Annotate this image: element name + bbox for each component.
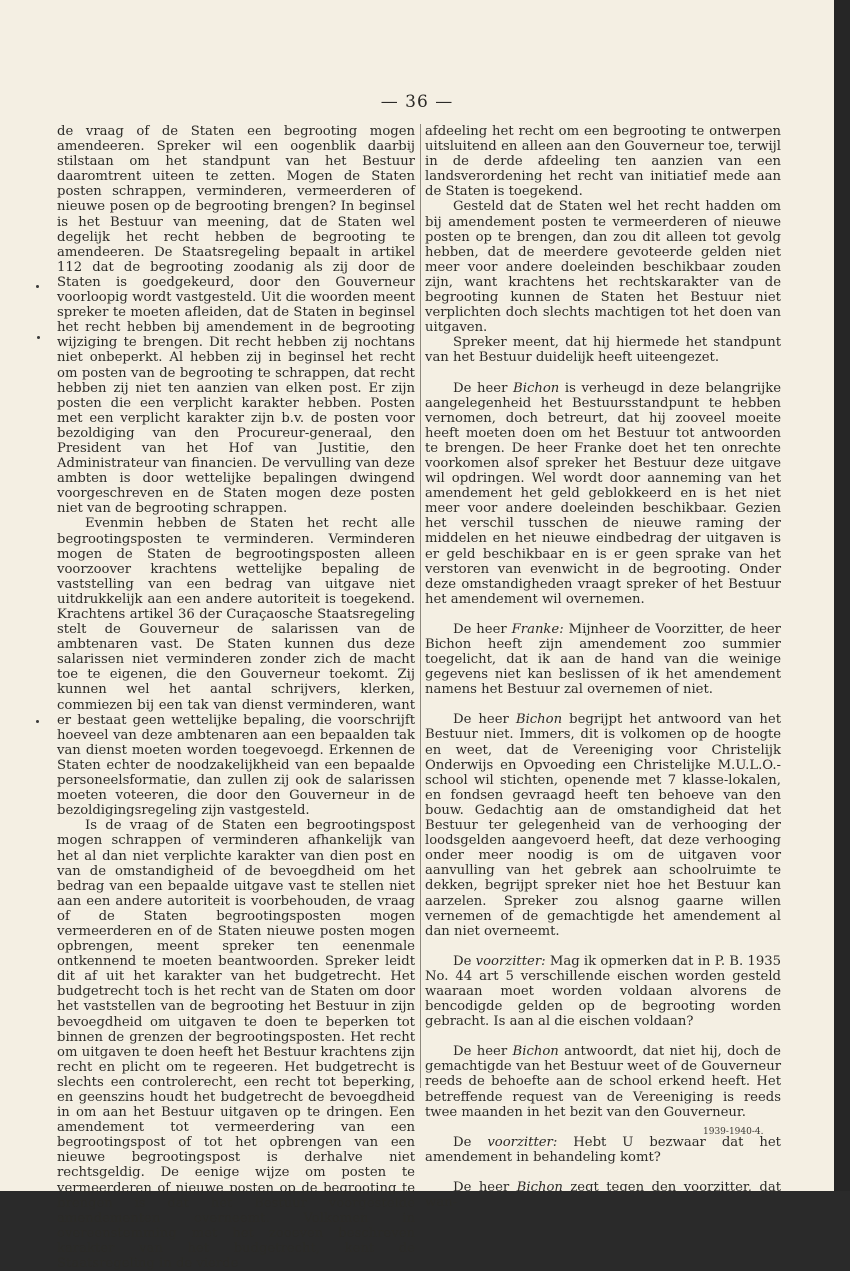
speaker-name: voorzitter: (475, 953, 546, 969)
page-number: — 36 — (380, 92, 454, 112)
speaker-name: voorzitter: (487, 1134, 558, 1150)
paragraph-text: zegt tegen den voorzitter, dat wan- (425, 1179, 781, 1210)
speaker-prefix: De heer (453, 1179, 517, 1195)
paragraph-text: Mijnheer de Voorzitter, de heer Bichon heeft zijn amendement zoo summier toegelicht, dat ik aan de hand van die weinige gegevens niet kan beslissen of ik het amendement namens het Bestuur zal overnemen of niet. (425, 621, 781, 698)
speaker-paragraph (425, 622, 781, 697)
paragraph-text: Hebt U bezwaar dat het amendement in behandeling komt? (425, 1134, 781, 1165)
speaker-name: Bichon (513, 380, 560, 396)
speaker-name: Bichon (516, 1179, 563, 1195)
speaker-prefix: De heer (453, 1044, 513, 1060)
paragraph-text: begrijpt het antwoord van het Bestuur niet. Immers, dit is volkomen op de hoogte en weet, dat de Vereeniging voor Christelijk Onderwijs en Opvoeding een Christelijke M.U.L.O.-school wil stichten, openende met 7 klasse-lokalen, en fondsen gevraagd heeft ten behoeve van den bouw. Gedachtig aan de omstandigheid dat het Bestuur ter gelegenheid van de verhooging der loodsgelden aangevoerd heeft, dat deze verhooging onder meer noodig is om de uitgaven voor aanvulling van het gebrek aan schoolruimte te dekken, begrijpt spreker niet hoe het Bestuur kan aarzelen. Spreker zou alsnog gaarne willen vernemen of de gemachtigde het amendement al dan niet overneemt. (425, 712, 781, 939)
paragraph-text: antwoordt, dat niet hij, doch de gemachtigde van het Bestuur weet of de Gouverneur reeds de behoefte aan de school erkend heeft. Het betreffende request van de Vereeniging is reeds twee maanden in het bezit van den Gouverneur. (425, 1044, 781, 1120)
speaker-prefix: De (453, 1134, 488, 1150)
footer-code: 1939-1940-4. (703, 1127, 764, 1137)
speaker-paragraph (425, 381, 781, 607)
column-divider (420, 124, 421, 1088)
speaker-name: Bichon (512, 1044, 559, 1060)
speaker-name: Franke: (511, 621, 564, 637)
paragraph (425, 335, 781, 365)
paragraph-text: Mag ik opmerken dat in P. B. 1935 No. 44 art 5 verschillende eischen worden gesteld waaraan moet worden voldaan alvorens de bencodigde gelden op de begrooting worden gebracht. Is aan al die eischen voldaan? (425, 953, 781, 1030)
speaker-paragraph (425, 1044, 781, 1119)
paragraph (425, 199, 781, 335)
paragraph: Is de vraag of de Staten een begrootingspost mogen schrappen of verminderen afhankelijk van het al dan niet verplichte karakter van dien post en van de omstandigheid of de bevoegdheid om het bedrag van een bepaalde uitgave vast te stellen niet aan een andere autoriteit is voorbehouden, de vraag of de Staten begrootingsposten mogen vermeerderen en of de Staten nieuwe posten mogen opbrengen, meent spreker ten eenenmale ontkennend te moeten beantwoorden. Spreker leidt dit af uit het karakter van het budgetrecht. Het budgetrecht toch is het recht van de Staten om door het vaststellen van de begrooting het Bestuur in zijn bevoegdheid om uitgaven te doen te beperken tot binnen de grenzen der begrootingsposten. Het recht om uitgaven te doen heeft het Bestuur krachtens zijn recht en plicht om te regeeren. Het budgetrecht is slechts een controlerecht, een recht tot beperking, en geenszins houdt het budgetrecht de bevoegdheid in om aan het Bestuur uitgaven op te dringen. Een amendement tot vermeerdering van een begrootingspost of tot het opbrengen van een nieuwe begrootingspost is derhalve niet rechtsgeldig. De eenige wijze om posten te vermeerderen of nieuwe posten op de begrooting te brengen is dat het Bestuur voorgestelde amendementen overneemt. Volkomen in overeenstemming met het zooeven beschreven karakter van het budgetrecht, kent de Staatsregeling in de vierde (57, 818, 415, 1271)
margin-mark (36, 285, 39, 288)
paragraph-text: Gesteld dat de Staten wel het recht hadden om bij amendement posten te vermeerderen of nieuwe posten op te brengen, dan zou dit alleen tot gevolg hebben, dat de meerdere gevoteerde gelden niet meer voor andere doeleinden beschikbaar zouden zijn, want krachtens het rechtskarakter van de begrooting kunnen de Staten het Bestuur niet verplichten doch slechts machtigen tot het doen van uitgaven. (425, 199, 781, 336)
paragraph: de vraag of de Staten een begrooting mogen amendeeren. Spreker wil een oogenblik daarbij stilstaan om het standpunt van het Bestuur daaromtrent uiteen te zetten. Mogen de Staten posten schrappen, verminderen, vermeerderen of nieuwe posen op de begrooting brengen? In beginsel is het Bestuur van meening, dat de Staten wel degelijk het recht hebben de begrooting te amendeeren. De Staatsregeling bepaalt in artikel 112 dat de begrooting zoodanig als zij door de Staten is goedgekeurd, door den Gouverneur voorloopig wordt vastgesteld. Uit die woorden meent spreker te moeten afleiden, dat de Staten in beginsel het recht hebben bij amendement in de begrooting wijziging te brengen. Dit recht hebben zij nochtans niet onbeperkt. Al hebben zij in beginsel het recht om posten van de begrooting te schrappen, dat recht hebben zij niet ten aanzien van elken post. Er zijn posten die een verplicht karakter hebben. Posten met een verplicht karakter zijn b.v. de posten voor bezoldiging van den Procureur-generaal, den President van het Hof van Justitie, den Administrateur van financien. De vervulling van deze ambten is door wettelijke bepalingen dwingend voorgeschreven en de Staten mogen deze posten niet van de begrooting schrappen. (57, 124, 415, 517)
paragraph-text: is verheugd in deze belangrijke aangelegenheid het Bestuursstandpunt te hebben vernomen, doch betreurt, dat hij zooveel moeite heeft moeten doen om het Bestuur tot antwoorden te brengen. De heer Franke doet het ten onrechte voorkomen alsof spreker het Bestuur deze uitgave wil opdringen. Wel wordt door aanneming van het amendement het geld geblokkeerd en is het niet meer voor andere doeleinden beschikbaar. Gezien het verschil tusschen de nieuwe raming der middelen en het nieuwe eindbedrag der uitgaven is er geld beschikbaar en is er geen sprake van het verstoren van evenwicht in de begrooting. Onder deze omstandigheden vraagt spreker of het Bestuur het amendement wil overnemen. (425, 380, 782, 607)
speaker-name: Bichon (515, 712, 563, 728)
paragraph (425, 124, 781, 199)
paragraph: Evenmin hebben de Staten het recht alle begrootingsposten te verminderen. Verminderen mogen de Staten de begrootingsposten alleen voorzoover krachtens wettelijke bepaling de vaststelling van een bedrag van uitgave niet uitdrukkelijk aan een andere autoriteit is toegekend. Krachtens artikel 36 der Curaçaosche Staatsregeling stelt de Gouverneur de salarissen van de ambtenaren vast. De Staten kunnen dus deze salarissen niet verminderen zonder zich de macht toe te eigenen, die den Gouverneur toekomt. Zij kunnen wel het aantal schrijvers, klerken, commiezen bij een tak van dienst verminderen, want er bestaat geen wettelijke bepaling, die voorschrijft hoeveel van deze ambtenaren aan een bepaalden tak van dienst moeten worden toegevoegd. Erkennen de Staten echter de noodzakelijkheid van een bepaalde personeelsformatie, dan zullen zij ook de salarissen moeten voteeren, die door den Gouverneur in de bezoldigingsregeling zijn vastgesteld. (57, 516, 415, 819)
paragraph-text: Spreker meent, dat hij hiermede het standpunt van het Bestuur duidelijk heeft uiteengezet. (425, 335, 781, 366)
speaker-prefix: De (453, 953, 476, 969)
scan-edge (834, 0, 850, 1191)
paragraph-text: afdeeling het recht om een begrooting te ontwerpen uitsluitend en alleen aan den Gouverneur toe, terwijl in de derde afdeeling ten aanzien van een landsverordening het recht van initiatief mede aan de Staten is toegekend. (425, 124, 781, 200)
speaker-paragraph (425, 1180, 781, 1210)
speaker-paragraph (425, 954, 781, 1029)
speaker-prefix: De heer (453, 380, 514, 396)
left-column (57, 124, 415, 1271)
speaker-prefix: De heer (453, 621, 512, 637)
speaker-paragraph (425, 1135, 781, 1165)
speaker-prefix: De heer (453, 712, 516, 728)
margin-mark (36, 720, 39, 723)
right-column (425, 124, 781, 1210)
margin-mark (37, 336, 40, 339)
speaker-paragraph (425, 712, 781, 938)
